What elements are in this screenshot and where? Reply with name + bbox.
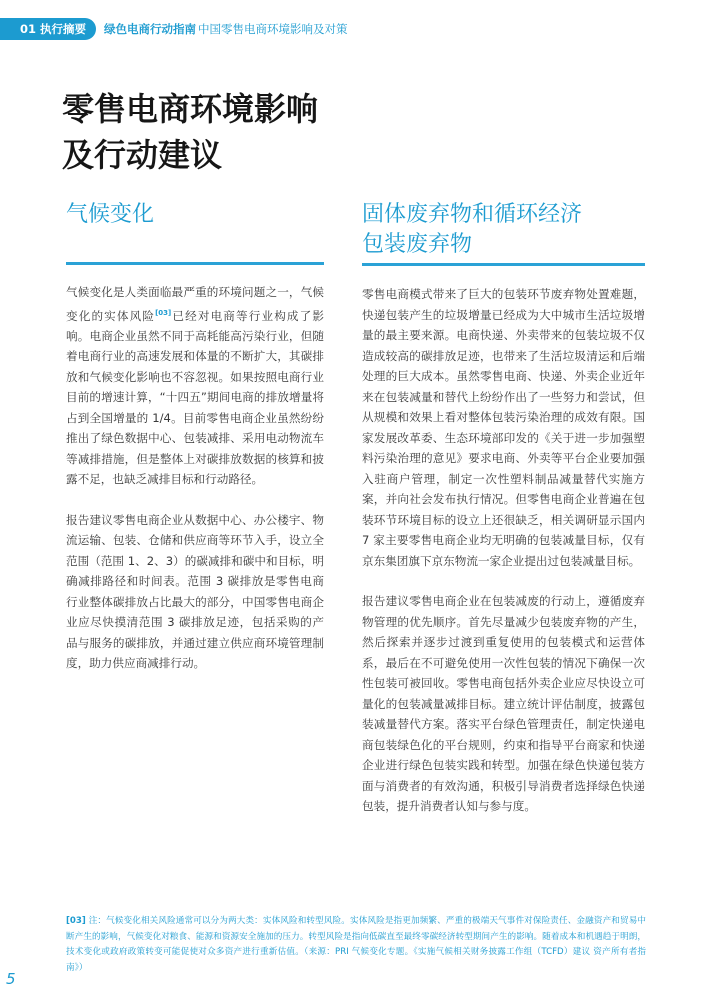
climate-change-column	[66, 200, 324, 674]
footnote-mark: [03]	[66, 916, 86, 926]
footnote	[66, 914, 646, 976]
running-header	[0, 18, 348, 40]
climate-paragraph-2: 报告建议零售电商企业从数据中心、办公楼宇、物流运输、包装、仓储和供应商等环节入手，设立全范围（范围 1、2、3）的碳减排和碳中和目标，明确减排路径和时间表。范围 3 碳排放是零售电商行业整体碳排放占比最大的部分，中国零售电商企业应尽快摸清范围 3 碳排放足迹，包括采购的产品与服务的碳排放，并通过建立供应商环境管理制度，助力供应商减排行动。	[66, 512, 324, 671]
guide-subtitle: 中国零售电商环境影响及对策	[198, 22, 348, 36]
climate-paragraph-1-end: 已经对电商等行业构成了影响。电商企业虽然不同于高耗能高污染行业，但随着电商行业的高速发展和体量的不断扩大，其碳排放和气候变化影响也不容忽视。如果按照电商行业目前的增速计算，“十四五”期间电商的排放增量将占到全国增量的 1/4。目前零售电商企业虽然纷纷推出了绿色数据中心、包装减排、采用电动物流车等减排措施，但是整体上对碳排放数据的核算和披露不足，也缺乏减排目标和行动路径。	[66, 308, 324, 487]
solid-waste-heading-line-1: 固体废弃物和循环经济	[362, 202, 583, 227]
footnote-text: 注：气候变化相关风险通常可以分为两大类：实体风险和转型风险。实体风险是指更加频繁、严重的极端天气事件对保险责任、金融资产和贸易中断产生的影响，气候变化对粮食、能源和资源安全施加的压力。转型风险是指向低碳直至最终零碳经济转型期间产生的影响。随着成本和机遇趋于明朗，技术变化或政府政策转变可能促使对众多资产进行重新估值。（来源：PRI 气候变化专题。《实施气候相关财务披露工作组（TCFD）建议 资产所有者指南》）	[66, 916, 646, 973]
climate-paragraph-1-start: 气候变化是人类面临最严重的环境问题之一，气候变化的实体风险	[66, 285, 324, 323]
page-title	[62, 86, 422, 178]
climate-change-heading: 气候变化	[66, 202, 155, 227]
solid-waste-column	[362, 200, 645, 817]
section-tag: 01 执行摘要	[0, 18, 96, 40]
climate-paragraph-1	[66, 282, 324, 490]
guide-title: 绿色电商行动指南	[104, 22, 197, 36]
packaging-paragraph-1: 零售电商模式带来了巨大的包装环节废弃物处置难题，快递包装产生的垃圾增量已经成为大中城市生活垃圾增量的最主要来源。电商快递、外卖带来的包装垃圾不仅造成较高的碳排放足迹，也带来了生活垃圾清运和后端处理的巨大成本。虽然零售电商、快递、外卖企业近年来在包装减量和替代上纷纷作出了一些努力和尝试，但从规模和效果上看对整体包装污染治理的成效有限。国家发展改革委、生态环境部印发的《关于进一步加强塑料污染治理的意见》要求电商、外卖等平台企业要加强入驻商户管理，制定一次性塑料制品减量替代实施方案，并向社会发布执行情况。但零售电商企业普遍在包装环节环境目标的设立上还很缺乏，相关调研显示国内 7 家主要零售电商企业均无明确的包装减量目标，仅有京东集团旗下京东物流一家企业提出过包装减量目标。	[362, 287, 645, 568]
solid-waste-heading-line-2: 包装废弃物	[362, 232, 473, 257]
page-title-line-2: 及行动建议	[62, 136, 223, 174]
heading-divider	[362, 263, 645, 266]
page-number: 5	[6, 970, 16, 988]
solid-waste-heading	[362, 200, 645, 260]
footnote-reference[interactable]: [03]	[155, 308, 172, 317]
page-title-line-1: 零售电商环境影响	[62, 90, 319, 128]
packaging-paragraph-2: 报告建议零售电商企业在包装减废的行动上，遵循废弃物管理的优先顺序。首先尽量减少包装废弃物的产生，然后探索并逐步过渡到重复使用的包装模式和运营体系，最后在不可避免使用一次性包装的情况下确保一次性包装可被回收。零售电商包括外卖企业应尽快设立可量化的包装减量减排目标。建立统计评估制度，披露包装减量替代方案。落实平台绿色管理责任，制定快递电商包装绿色化的平台规则，约束和指导平台商家和快递企业进行绿色包装实践和转型。加强在绿色快递包装方面与消费者的有效沟通，积极引导消费者选择绿色快递包装，提升消费者认知与参与度。	[362, 594, 645, 813]
heading-divider	[66, 262, 324, 265]
